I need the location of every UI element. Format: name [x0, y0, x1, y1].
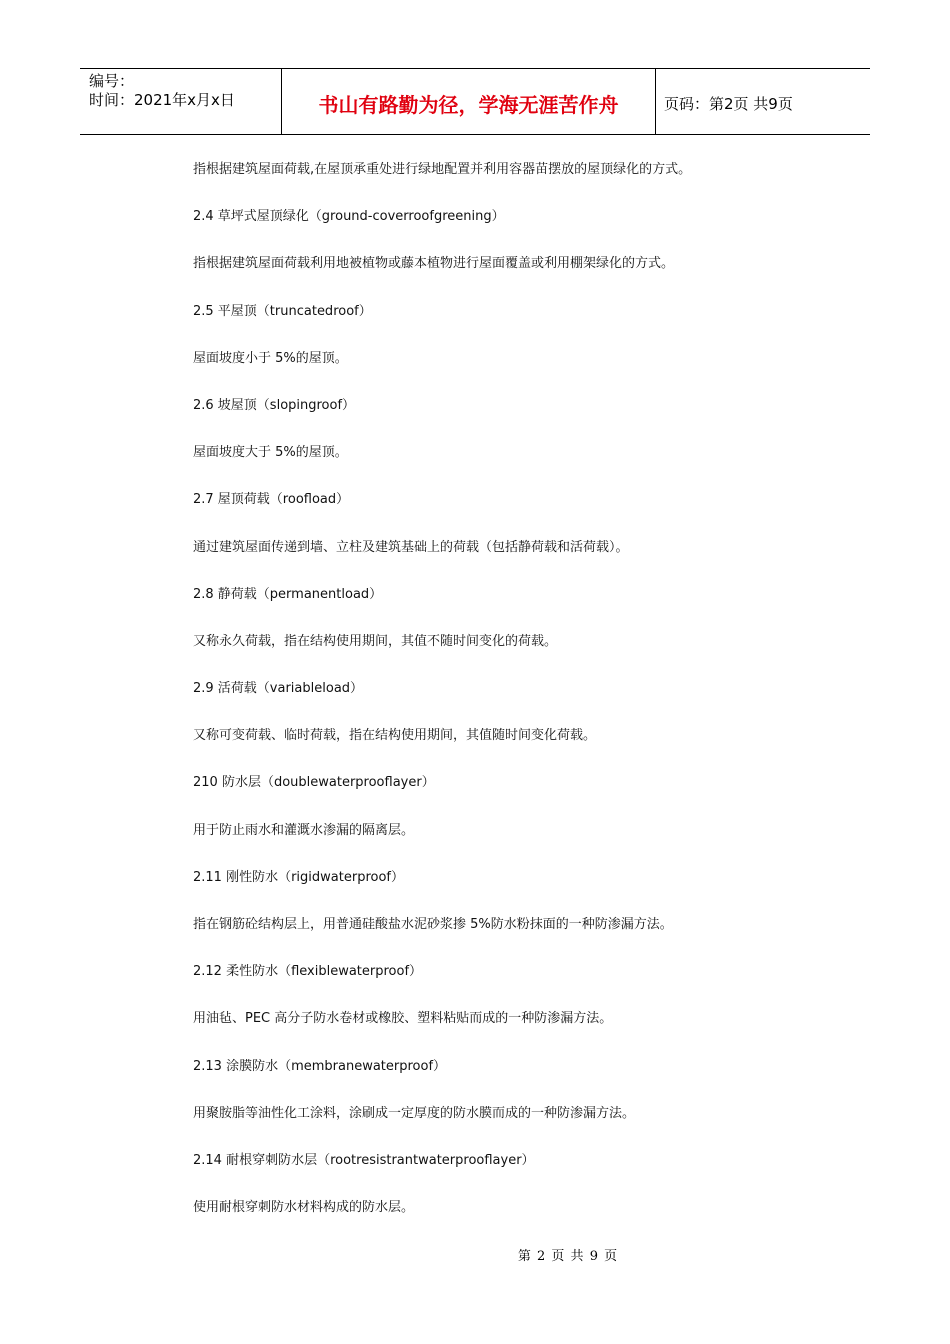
document-date: 时间：2021年x月x日 — [89, 91, 235, 109]
paragraph: 用聚胺脂等油性化工涂料，涂刷成一定厚度的防水膜而成的一种防渗漏方法。 — [193, 1105, 636, 1121]
section-heading: 210 防水层（doublewaterprooflayer） — [193, 775, 435, 791]
section-heading: 2.7 屋顶荷载（roofload） — [193, 492, 350, 508]
paragraph: 指根据建筑屋面荷载利用地被植物或藤本植物进行屋面覆盖或利用棚架绿化的方式。 — [193, 256, 675, 272]
paragraph: 指在钢筋砼结构层上，用普通硅酸盐水泥砂浆掺 5%防水粉抹面的一种防渗漏方法。 — [193, 917, 673, 932]
section-heading: 2.4 草坪式屋顶绿化（ground-coverroofgreening） — [193, 209, 505, 225]
document-body — [193, 155, 873, 1240]
paragraph: 通过建筑屋面传递到墙、立柱及建筑基础上的荷载（包括静荷载和活荷载）。 — [193, 539, 629, 555]
section-heading: 2.5 平屋顶（truncatedroof） — [193, 303, 372, 319]
header-info — [80, 69, 282, 134]
section-heading: 2.13 涂膜防水（membranewaterproof） — [193, 1058, 447, 1074]
page-header — [80, 68, 870, 135]
paragraph: 屋面坡度大于 5%的屋顶。 — [193, 445, 348, 461]
section-heading: 2.8 静荷载（permanentload） — [193, 586, 383, 602]
paragraph: 又称可变荷载、临时荷载，指在结构使用期间，其值随时间变化荷载。 — [193, 728, 597, 744]
header-page-number: 页码：第2页 共9页 — [664, 95, 793, 113]
paragraph: 使用耐根穿刺防水材料构成的防水层。 — [193, 1200, 415, 1216]
header-motto: 书山有路勤为径，学海无涯苦作舟 — [282, 69, 656, 134]
paragraph: 又称永久荷载，指在结构使用期间，其值不随时间变化的荷载。 — [193, 633, 558, 649]
section-heading: 2.6 坡屋顶（slopingroof） — [193, 397, 356, 413]
section-heading: 2.14 耐根穿刺防水层（rootresistrantwaterprooflayer） — [193, 1152, 535, 1168]
document-number: 编号： — [89, 72, 135, 90]
section-heading: 2.12 柔性防水（flexiblewaterproof） — [193, 964, 423, 980]
paragraph: 用于防止雨水和灌溉水渗漏的隔离层。 — [193, 822, 415, 838]
paragraph: 指根据建筑屋面荷载,在屋顶承重处进行绿地配置并利用容器苗摆放的屋顶绿化的方式。 — [193, 162, 692, 177]
paragraph: 屋面坡度小于 5%的屋顶。 — [193, 350, 348, 366]
paragraph: 用油毡、PEC 高分子防水卷材或橡胶、塑料粘贴而成的一种防渗漏方法。 — [193, 1011, 613, 1027]
section-heading: 2.9 活荷载（variableload） — [193, 681, 364, 697]
section-heading: 2.11 刚性防水（rigidwaterproof） — [193, 869, 404, 885]
page-footer: 第 2 页 共 9 页 — [517, 1249, 619, 1264]
